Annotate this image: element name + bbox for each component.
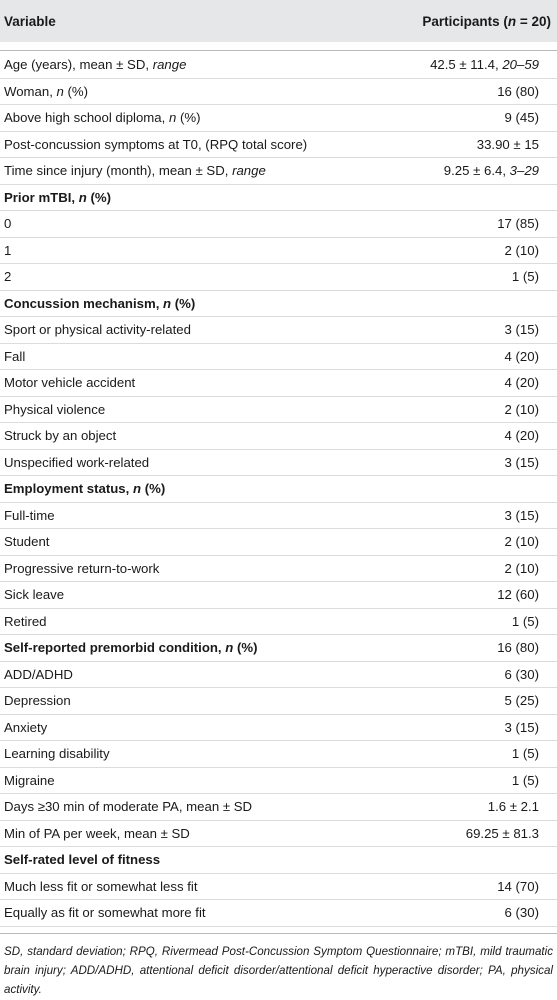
row-value: 17 (85) — [497, 216, 539, 232]
row-value: 69.25 ± 81.3 — [465, 825, 539, 841]
table-row — [0, 211, 557, 238]
row-label: Anxiety — [4, 719, 48, 735]
header-variable: Variable — [4, 13, 56, 29]
row-label: Student — [4, 534, 50, 550]
row-label: Post-concussion symptoms at T0, (RPQ total score) — [4, 136, 308, 152]
row-value: 12 (60) — [497, 587, 539, 603]
row-value: 3 (15) — [504, 454, 539, 470]
table-row — [0, 238, 557, 265]
row-value: 2 (10) — [504, 560, 539, 576]
table-row — [0, 874, 557, 901]
table-row — [0, 317, 557, 344]
row-value: 1 (5) — [511, 613, 539, 629]
row-label: Learning disability — [4, 746, 110, 762]
row-value: 3 (15) — [504, 507, 539, 523]
table-footnote: SD, standard deviation; RPQ, Rivermead Post-Concussion Symptom Questionnaire; mTBI, mild traumatic brain injury; ADD/ADHD, attentional deficit disorder/attentional deficit hyperactive disorder; PA, physical activity. — [4, 944, 553, 996]
row-value: 1.6 ± 2.1 — [487, 799, 539, 815]
table-row — [0, 662, 557, 689]
row-label: Woman, n (%) — [4, 83, 89, 99]
section-header-row — [0, 185, 557, 212]
row-value: 2 (10) — [504, 401, 539, 417]
row-label: ADD/ADHD — [4, 666, 73, 682]
table-row — [0, 688, 557, 715]
table-row — [0, 264, 557, 291]
table-row — [0, 821, 557, 848]
row-label: 2 — [4, 269, 12, 285]
row-value: 4 (20) — [504, 375, 539, 391]
section-header-row — [0, 635, 557, 662]
table-row — [0, 900, 557, 927]
row-value: 5 (25) — [504, 693, 539, 709]
row-value: 4 (20) — [504, 428, 539, 444]
table-row — [0, 397, 557, 424]
table-row — [0, 132, 557, 159]
section-header-row — [0, 291, 557, 318]
row-value: 1 (5) — [511, 269, 539, 285]
table-row — [0, 79, 557, 106]
row-value: 2 (10) — [504, 242, 539, 258]
row-label: Concussion mechanism, n (%) — [4, 295, 196, 311]
row-label: Retired — [4, 613, 47, 629]
row-value: 4 (20) — [504, 348, 539, 364]
row-label: Days ≥30 min of moderate PA, mean ± SD — [4, 799, 253, 815]
table-row — [0, 105, 557, 132]
table-row — [0, 556, 557, 583]
table-row — [0, 503, 557, 530]
row-value: 3 (15) — [504, 719, 539, 735]
row-value: 9 (45) — [504, 110, 539, 126]
row-label: Time since injury (month), mean ± SD, range — [4, 163, 266, 179]
table-row — [0, 794, 557, 821]
row-label: Motor vehicle accident — [4, 375, 136, 391]
row-value: 16 (80) — [497, 640, 539, 656]
row-value: 33.90 ± 15 — [476, 136, 539, 152]
row-label: Physical violence — [4, 401, 106, 417]
top-rule — [0, 50, 557, 51]
table-row — [0, 741, 557, 768]
row-label: Full-time — [4, 507, 55, 523]
row-value: 9.25 ± 6.4, 3–29 — [443, 163, 539, 179]
row-label: Unspecified work-related — [4, 454, 150, 470]
row-value: 14 (70) — [497, 878, 539, 894]
row-value: 6 (30) — [504, 905, 539, 921]
table-row — [0, 529, 557, 556]
table-row — [0, 582, 557, 609]
row-label: Above high school diploma, n (%) — [4, 110, 201, 126]
table-row — [0, 450, 557, 477]
row-label: Min of PA per week, mean ± SD — [4, 825, 190, 841]
row-value: 1 (5) — [511, 746, 539, 762]
bottom-rule — [0, 933, 557, 934]
row-label: Much less fit or somewhat less fit — [4, 878, 198, 894]
row-label: Self-rated level of fitness — [4, 852, 161, 868]
row-value: 3 (15) — [504, 322, 539, 338]
section-header-row — [0, 847, 557, 874]
header-participants: Participants (n = 20) — [422, 13, 551, 29]
row-value: 42.5 ± 11.4, 20–59 — [430, 57, 539, 73]
row-value: 2 (10) — [504, 534, 539, 550]
table-row — [0, 609, 557, 636]
row-value: 16 (80) — [497, 83, 539, 99]
row-label: Age (years), mean ± SD, range — [4, 57, 187, 73]
table-row — [0, 768, 557, 795]
row-value: 1 (5) — [511, 772, 539, 788]
row-label: Migraine — [4, 772, 55, 788]
row-label: 1 — [4, 242, 12, 258]
section-header-row — [0, 476, 557, 503]
table-row — [0, 158, 557, 185]
row-label: Self-reported premorbid condition, n (%) — [4, 640, 258, 656]
row-label: Depression — [4, 693, 71, 709]
table-row — [0, 344, 557, 371]
table-row — [0, 715, 557, 742]
row-label: Sport or physical activity-related — [4, 322, 191, 338]
table-row — [0, 423, 557, 450]
row-label: Fall — [4, 348, 26, 364]
row-label: 0 — [4, 216, 12, 232]
row-label: Sick leave — [4, 587, 65, 603]
table-row — [0, 52, 557, 79]
table-header — [0, 0, 557, 42]
row-value: 6 (30) — [504, 666, 539, 682]
table-body — [0, 52, 557, 927]
row-label: Prior mTBI, n (%) — [4, 189, 111, 205]
row-label: Progressive return-to-work — [4, 560, 160, 576]
table-row — [0, 370, 557, 397]
row-label: Equally as fit or somewhat more fit — [4, 905, 206, 921]
row-label: Struck by an object — [4, 428, 117, 444]
row-label: Employment status, n (%) — [4, 481, 166, 497]
